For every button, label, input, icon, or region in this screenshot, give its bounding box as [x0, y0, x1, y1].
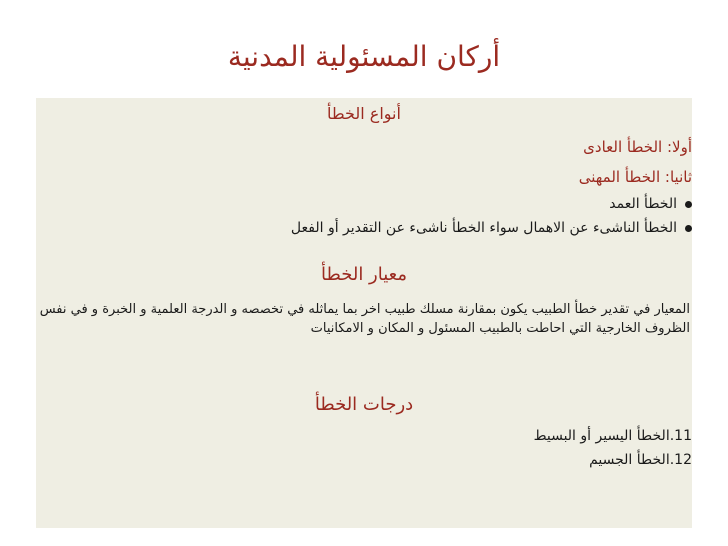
- bullet-icon: [685, 225, 692, 232]
- numbered-item: [534, 428, 692, 444]
- slide-title: أركان المسئولية المدنية: [227, 40, 501, 73]
- content-box: [36, 98, 692, 528]
- item-text: الخطأ الجسيم: [589, 452, 670, 468]
- numbered-item: [589, 452, 692, 468]
- bullet-text: الخطأ الناشىء عن الاهمال سواء الخطأ ناشىء عن التقدير أو الفعل: [290, 220, 677, 236]
- section-heading-error-standard: معيار الخطأ: [320, 264, 407, 285]
- item-text: الخطأ اليسير أو البسيط: [533, 428, 670, 444]
- item-number: 11.: [669, 428, 692, 444]
- item-number: 12.: [669, 452, 692, 468]
- error-type-ordinary: أولا: الخطأ العادى: [583, 138, 692, 156]
- bullet-item: [291, 220, 692, 236]
- error-standard-paragraph: المعيار في تقدير خطأ الطبيب يكون بمقارنة مسلك طبيب اخر بما يماثله في تخصصه و الدرجة العلمية و الخبرة و في نفس الظروف الخارجية التي احاطت بالطبيب المسئول و المكان و الامكانيات: [39, 302, 690, 336]
- bullet-text: الخطأ العمد: [609, 196, 677, 212]
- bullet-icon: [685, 201, 692, 208]
- bullet-item: [609, 196, 692, 212]
- section-heading-error-types: أنواع الخطأ: [327, 104, 401, 123]
- section-heading-error-degrees: درجات الخطأ: [314, 394, 414, 415]
- error-type-professional: ثانيا: الخطأ المهنى: [578, 168, 692, 186]
